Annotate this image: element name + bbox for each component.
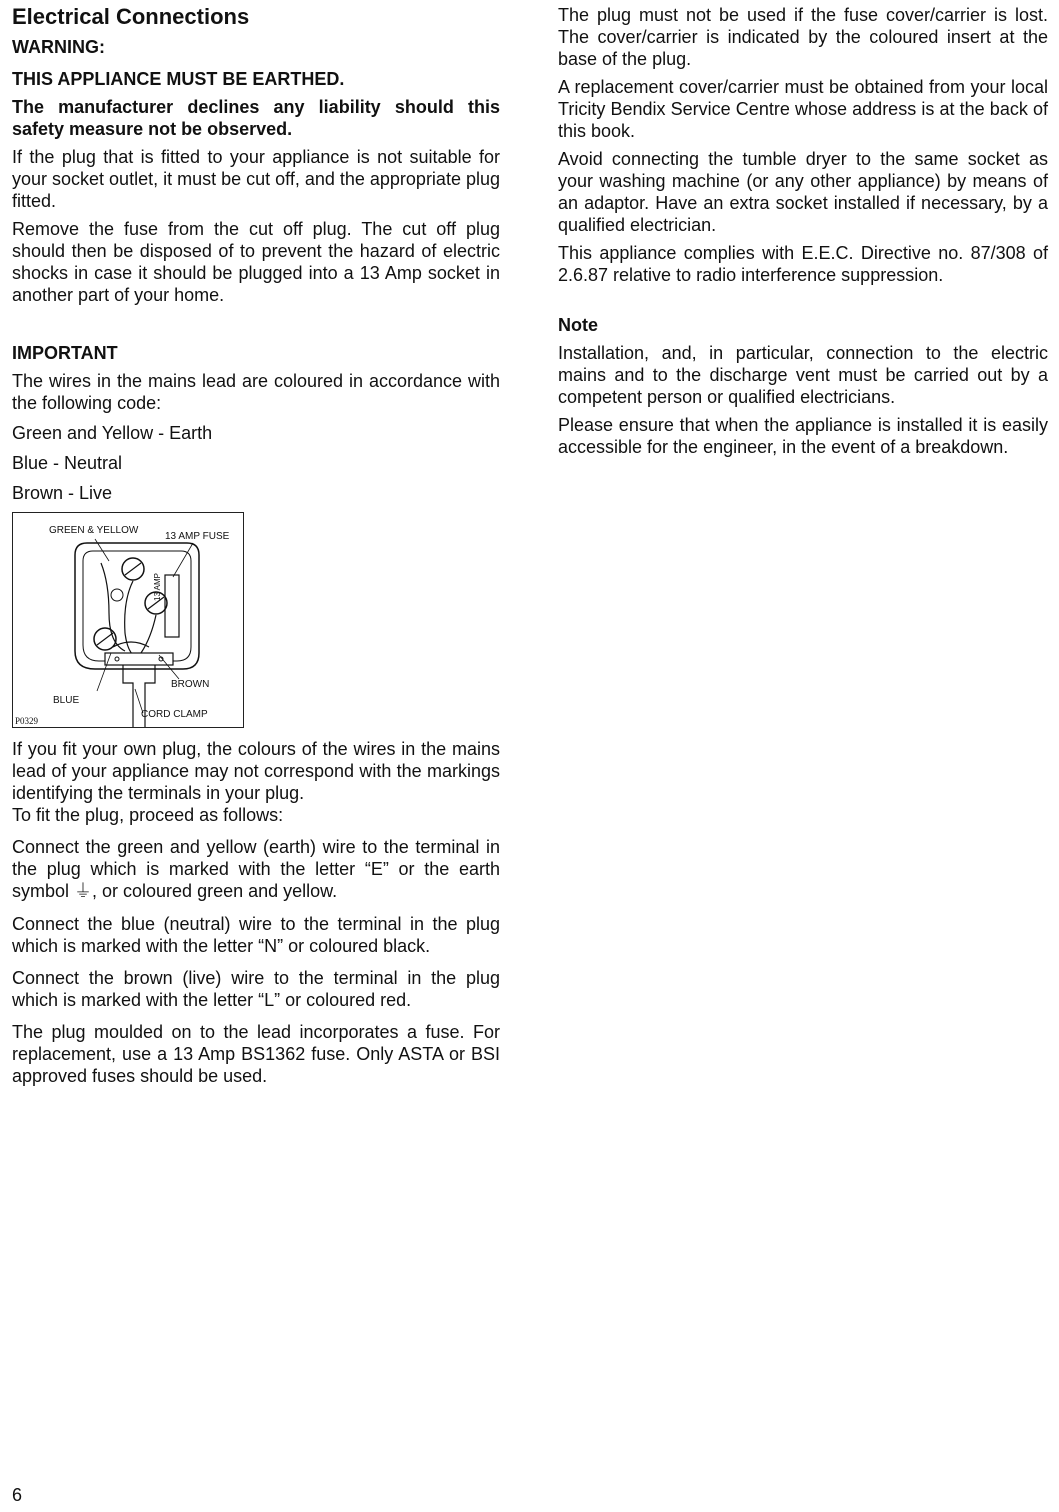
label-blue: BLUE (53, 695, 80, 706)
paragraph-installation: Installation, and, in particular, connection to the electric mains and to the discharge vent must be carried out by a competent person or qualified electricians. (558, 343, 1048, 407)
paragraph-own-plug: If you fit your own plug, the colours of the wires in the mains lead of your appliance may not correspond with the markings identifying the terminals in your plug. (12, 739, 500, 803)
label-green-yellow: GREEN & YELLOW (49, 525, 139, 536)
paragraph-earth-wire (12, 836, 500, 903)
liability-notice: The manufacturer declines any liability should this safety measure not be observed. (12, 97, 500, 139)
paragraph-neutral-wire: Connect the blue (neutral) wire to the terminal in the plug which is marked with the letter “N” or coloured black. (12, 914, 500, 956)
figure-reference: P0329 (15, 716, 39, 726)
earthed-warning: THIS APPLIANCE MUST BE EARTHED. (12, 69, 345, 89)
earth-wire-text-end: , or coloured green and yellow. (92, 881, 338, 901)
important-heading: IMPORTANT (12, 343, 118, 363)
paragraph-replacement-cover: A replacement cover/carrier must be obtained from your local Tricity Bendix Service Centre whose address is at the back of this book. (558, 77, 1048, 141)
paragraph-live-wire: Connect the brown (live) wire to the terminal in the plug which is marked with the letter “L” or coloured red. (12, 968, 500, 1010)
paragraph-avoid-adaptor: Avoid connecting the tumble dryer to the same socket as your washing machine (or any other appliance) by means of an adaptor. Have an extra socket installed if necessary, by a qualified electrician. (558, 149, 1048, 235)
paragraph-wire-code: The wires in the mains lead are coloured in accordance with the following code: (12, 371, 500, 413)
plug-drawing (13, 513, 243, 727)
wire-code-live: Brown - Live (12, 483, 113, 503)
label-brown: BROWN (171, 679, 210, 690)
paragraph-plug-not-suitable: If the plug that is fitted to your appliance is not suitable for your socket outlet, it must be cut off, and the appropriate plug fitted. (12, 147, 500, 211)
wire-code-earth: Green and Yellow - Earth (12, 423, 213, 443)
label-cord-clamp: CORD CLAMP (141, 709, 208, 720)
earth-symbol-icon: ⏚ (74, 881, 93, 902)
right-column (558, 0, 1048, 458)
paragraph-accessibility: Please ensure that when the appliance is installed it is easily accessible for the engineer, in the event of a breakdown. (558, 415, 1048, 457)
paragraph-proceed: To fit the plug, proceed as follows: (12, 805, 284, 825)
plug-wiring-diagram (12, 512, 244, 728)
warning-heading: WARNING: (12, 37, 105, 57)
paragraph-eec-directive: This appliance complies with E.E.C. Directive no. 87/308 of 2.6.87 relative to radio interference suppression. (558, 243, 1048, 285)
label-fuse-body: 13 AMP (153, 572, 162, 601)
page-number: 6 (12, 1485, 23, 1505)
earth-wire-text-start: Connect the green and yellow (earth) wire to the terminal in the plug which is marked with the letter “E” or the earth symbol (12, 837, 500, 901)
paragraph-remove-fuse: Remove the fuse from the cut off plug. The cut off plug should then be disposed of to prevent the hazard of electric shocks in case it should be plugged into a 13 Amp socket in another part of your home. (12, 219, 500, 305)
wire-code-neutral: Blue - Neutral (12, 453, 123, 473)
note-heading: Note (558, 315, 598, 335)
left-column (12, 0, 500, 1087)
paragraph-fuse-cover: The plug must not be used if the fuse cover/carrier is lost. The cover/carrier is indicated by the coloured insert at the base of the plug. (558, 5, 1048, 69)
section-title: Electrical Connections (12, 4, 250, 29)
label-13-amp-fuse: 13 AMP FUSE (165, 531, 230, 542)
paragraph-fuse-replacement: The plug moulded on to the lead incorporates a fuse. For replacement, use a 13 Amp BS1362 fuse. Only ASTA or BSI approved fuses should be used. (12, 1022, 500, 1086)
